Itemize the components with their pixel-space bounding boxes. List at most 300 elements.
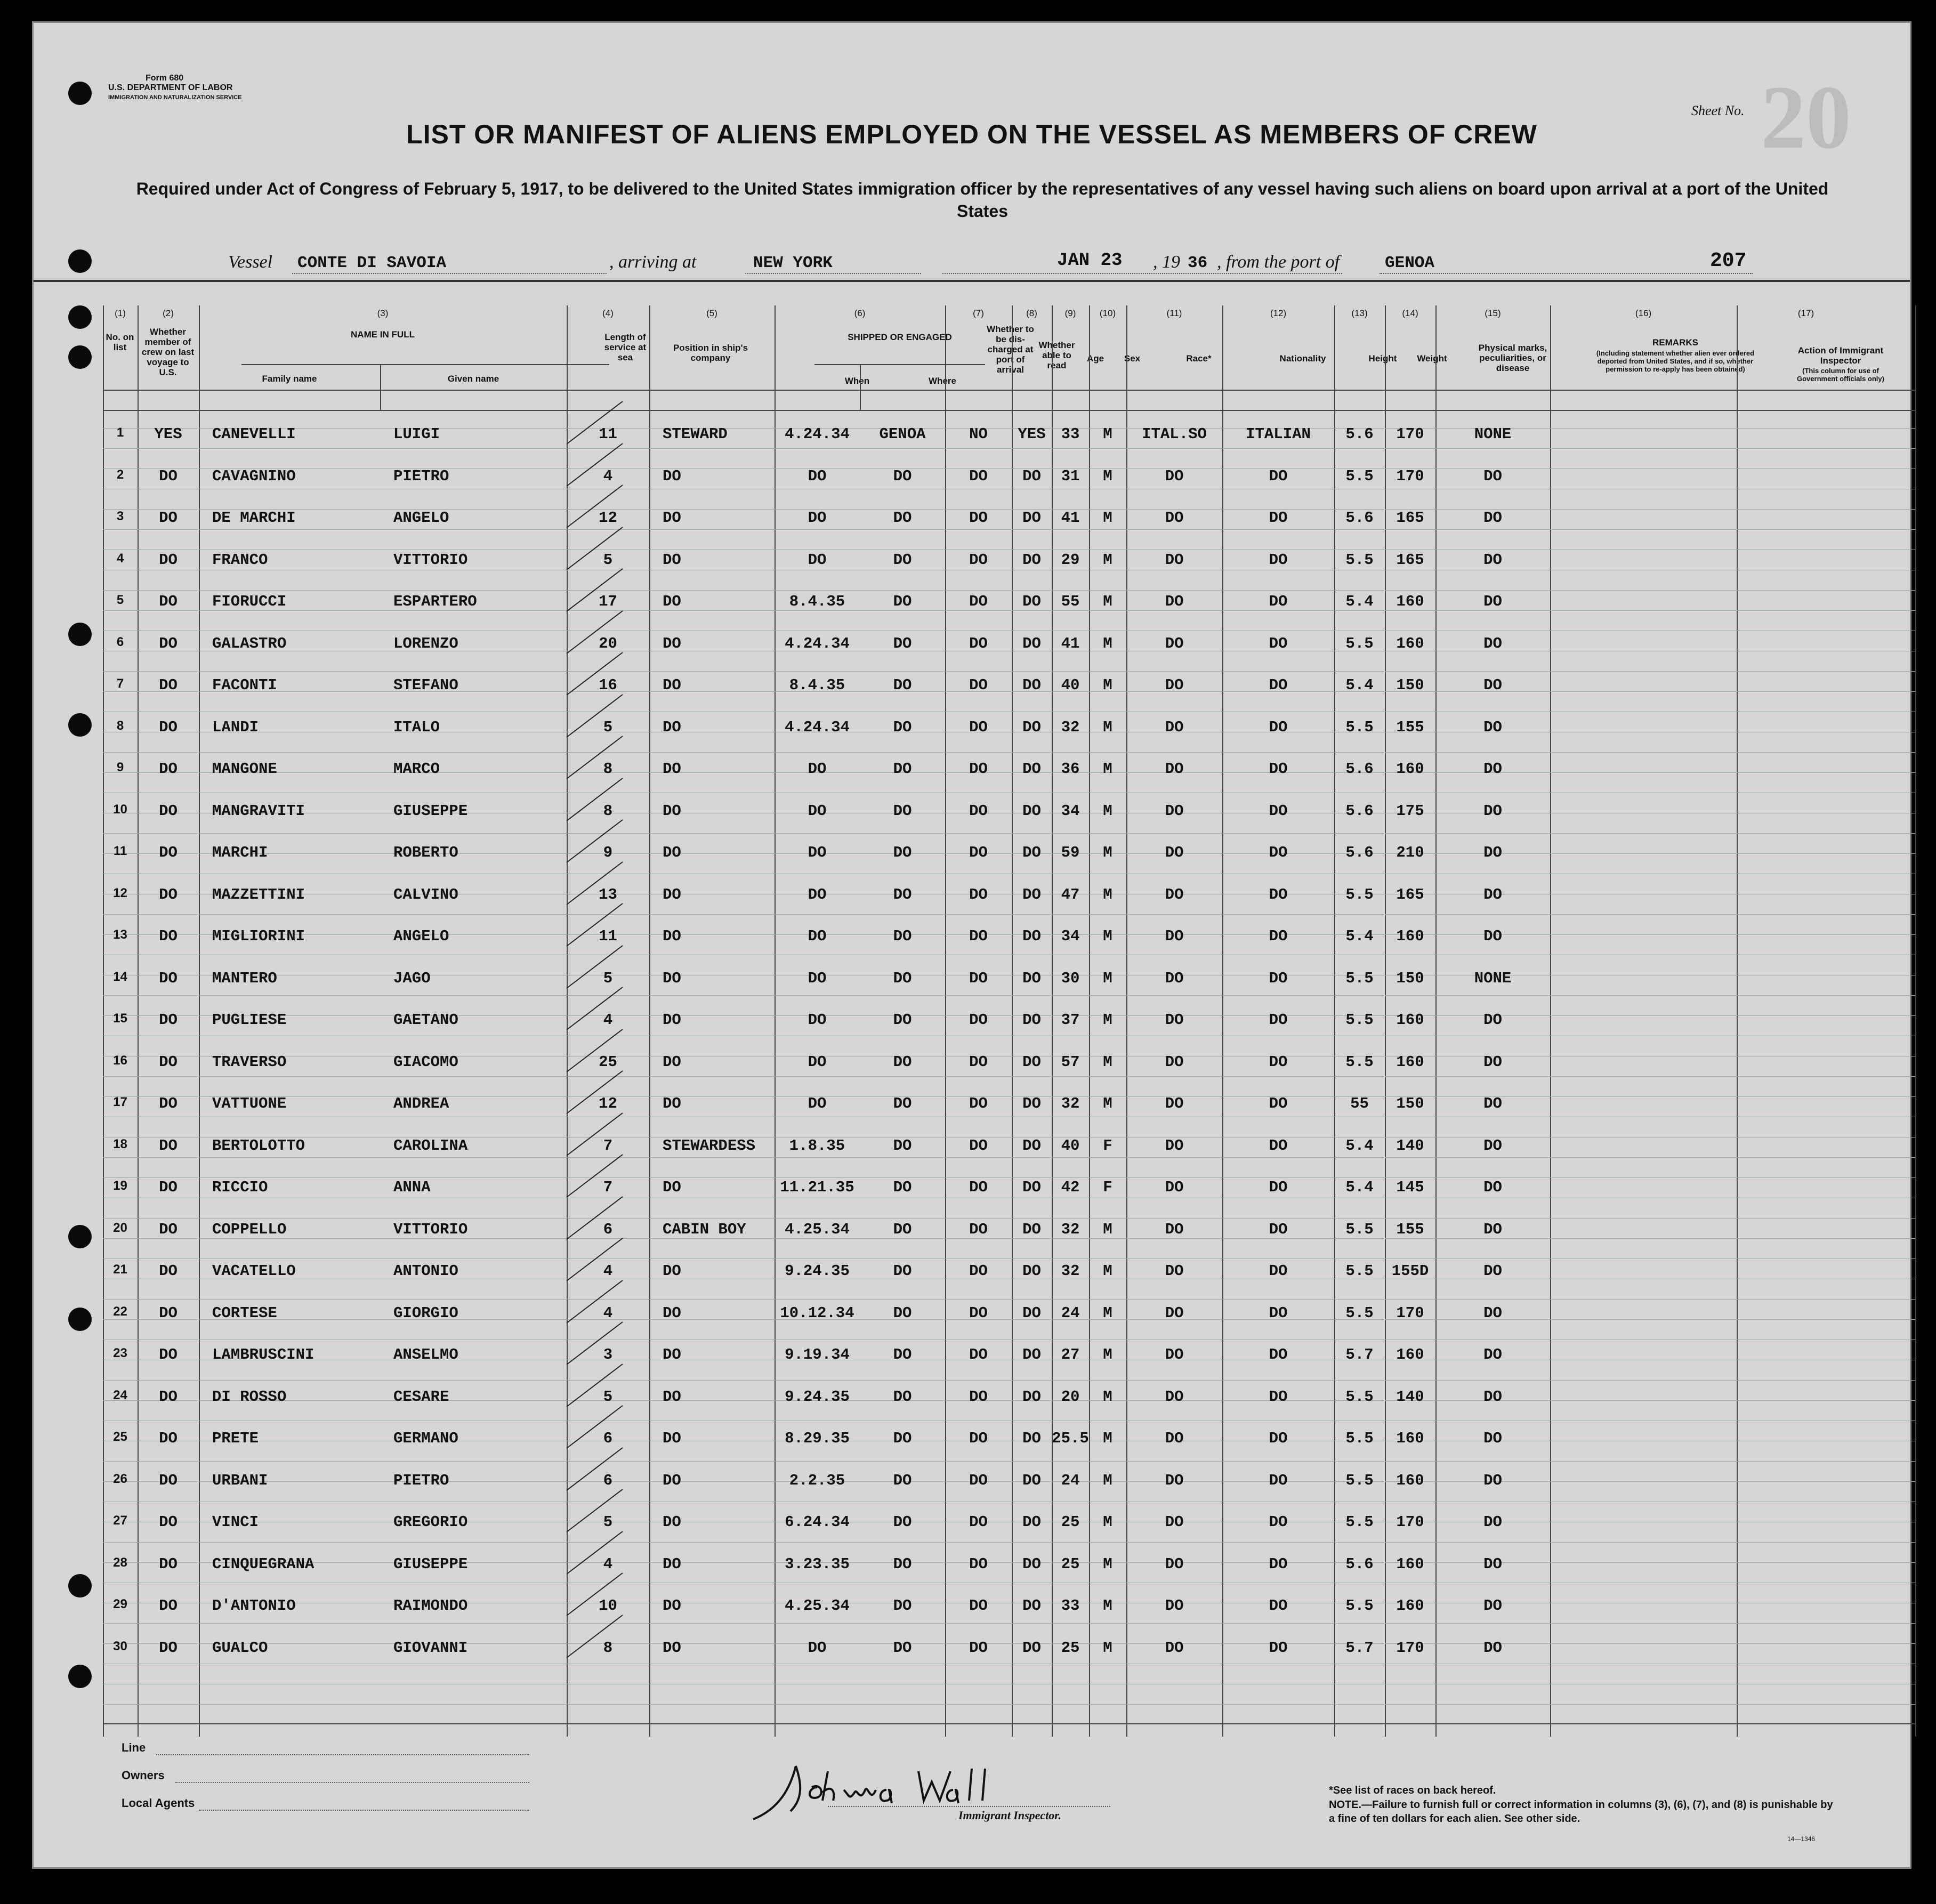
- cell-last_voyage: DO: [159, 969, 178, 987]
- cell-age: 47: [1061, 885, 1080, 903]
- cell-age: 34: [1061, 927, 1080, 945]
- cell-nationality: DO: [1269, 1513, 1288, 1531]
- cell-last_voyage: DO: [159, 1179, 178, 1196]
- cell-when: 8.4.35: [789, 676, 845, 694]
- cell-nationality: DO: [1269, 1304, 1288, 1322]
- cell-last_voyage: DO: [159, 1387, 178, 1406]
- table-row: [103, 970, 1915, 991]
- cell-family_name: DE MARCHI: [212, 509, 296, 527]
- sheet-number: 20: [1761, 67, 1851, 167]
- inspector-label: Immigrant Inspector.: [958, 1809, 1062, 1822]
- cell-last_voyage: DO: [159, 1513, 178, 1531]
- cell-marks: NONE: [1474, 969, 1512, 987]
- cell-read: DO: [1022, 802, 1041, 820]
- cell-marks: DO: [1483, 1346, 1502, 1364]
- cell-length: 7: [603, 1179, 613, 1196]
- cell-sex: M: [1103, 1555, 1112, 1573]
- cell-given_name: JAGO: [393, 969, 431, 987]
- cell-sex: M: [1103, 551, 1112, 569]
- cell-position: DO: [663, 718, 681, 736]
- cell-where: DO: [893, 1220, 912, 1238]
- tick-mark: [564, 1278, 628, 1326]
- cell-length: 5: [603, 718, 613, 736]
- cell-nationality: DO: [1269, 1136, 1288, 1155]
- cell-last_voyage: DO: [159, 1304, 178, 1322]
- cell-length: 17: [599, 593, 617, 610]
- table-row: [103, 1095, 1915, 1116]
- cell-race: DO: [1165, 760, 1184, 778]
- cell-nationality: DO: [1269, 844, 1288, 861]
- tick-mark: [564, 1487, 628, 1535]
- cell-read: DO: [1022, 760, 1041, 778]
- cell-length: 12: [599, 1095, 617, 1112]
- sheet-label: Sheet No.: [1691, 103, 1745, 118]
- cell-where: DO: [893, 1011, 912, 1029]
- cell-nationality: DO: [1269, 1053, 1288, 1071]
- cell-weight: 150: [1396, 969, 1424, 987]
- cell-race: DO: [1165, 885, 1184, 903]
- cell-given_name: CESARE: [393, 1387, 449, 1406]
- cell-family_name: PUGLIESE: [212, 1011, 287, 1029]
- cell-sex: M: [1103, 718, 1112, 736]
- cell-nationality: DO: [1269, 927, 1288, 945]
- cell-race: DO: [1165, 1555, 1184, 1573]
- colnum-17: (17): [1797, 308, 1814, 318]
- cell-discharged: DO: [969, 927, 988, 945]
- cell-no: 15: [113, 1011, 127, 1026]
- tick-mark: [564, 692, 628, 740]
- cell-where: DO: [893, 1471, 912, 1489]
- cell-marks: DO: [1483, 1011, 1502, 1029]
- cell-race: DO: [1165, 1597, 1184, 1615]
- cell-discharged: DO: [969, 593, 988, 610]
- tick-mark: [564, 776, 628, 824]
- cell-weight: 160: [1396, 1471, 1424, 1489]
- cell-last_voyage: YES: [154, 425, 182, 443]
- cell-given_name: ANTONIO: [393, 1262, 458, 1280]
- tick-mark: [564, 1319, 628, 1367]
- cell-no: 6: [116, 634, 124, 649]
- cell-sex: M: [1103, 1430, 1112, 1447]
- cell-given_name: ANDREA: [393, 1095, 449, 1112]
- cell-sex: M: [1103, 634, 1112, 652]
- table-row: [103, 1555, 1915, 1577]
- cell-marks: DO: [1483, 1179, 1502, 1196]
- cell-read: DO: [1022, 885, 1041, 903]
- cell-given_name: ANGELO: [393, 509, 449, 527]
- cell-sex: M: [1103, 885, 1112, 903]
- cell-nationality: DO: [1269, 1011, 1288, 1029]
- tick-mark: [564, 859, 628, 907]
- colnum-16: (16): [1635, 308, 1652, 318]
- cell-given_name: ANSELMO: [393, 1346, 458, 1364]
- cell-read: DO: [1022, 1597, 1041, 1615]
- cell-when: 8.4.35: [789, 593, 845, 610]
- cell-where: DO: [893, 885, 912, 903]
- cell-position: STEWARDESS: [663, 1136, 756, 1155]
- cell-discharged: DO: [969, 1179, 988, 1196]
- colnum-4: (4): [602, 308, 614, 318]
- cell-read: DO: [1022, 1471, 1041, 1489]
- cell-when: DO: [808, 1011, 827, 1029]
- cell-when: 4.24.34: [785, 718, 850, 736]
- cell-last_voyage: DO: [159, 551, 178, 569]
- cell-race: DO: [1165, 1346, 1184, 1364]
- table-row: [103, 1346, 1915, 1367]
- cell-age: 59: [1061, 844, 1080, 861]
- cell-position: DO: [663, 1430, 681, 1447]
- cell-given_name: PIETRO: [393, 1471, 449, 1489]
- cell-position: DO: [663, 1011, 681, 1029]
- race-note: *See list of races on back hereof.: [1329, 1785, 1496, 1796]
- cell-age: 24: [1061, 1304, 1080, 1322]
- cell-length: 9: [603, 844, 613, 861]
- header-sex: Sex: [1124, 353, 1141, 364]
- cell-discharged: DO: [969, 1513, 988, 1531]
- header-last-voyage: Whether member of crew on last voyage to U.S.: [141, 327, 195, 377]
- footer-agents-label: Local Agents: [122, 1796, 195, 1810]
- header-name-in-full: NAME IN FULL: [351, 329, 415, 340]
- cell-last_voyage: DO: [159, 760, 178, 778]
- cell-given_name: CAROLINA: [393, 1136, 468, 1155]
- header-physical-marks: Physical marks, peculiarities, or disease: [1478, 343, 1547, 373]
- cell-height: 5.6: [1345, 509, 1374, 527]
- cell-read: DO: [1022, 1136, 1041, 1155]
- cell-position: STEWARD: [663, 425, 728, 443]
- table-row: [103, 886, 1915, 907]
- cell-sex: M: [1103, 1053, 1112, 1071]
- cell-discharged: DO: [969, 1555, 988, 1573]
- cell-where: DO: [893, 718, 912, 736]
- cell-given_name: ITALO: [393, 718, 440, 736]
- cell-when: 10.12.34: [780, 1304, 854, 1322]
- cell-position: DO: [663, 1262, 681, 1280]
- cell-position: DO: [663, 927, 681, 945]
- table-row: [103, 1597, 1915, 1618]
- cell-position: DO: [663, 1597, 681, 1615]
- cell-height: 5.5: [1345, 551, 1374, 569]
- cell-when: 4.24.34: [785, 425, 850, 443]
- cell-sex: M: [1103, 1597, 1112, 1615]
- tick-mark: [564, 1403, 628, 1451]
- cell-race: DO: [1165, 1095, 1184, 1112]
- cell-marks: DO: [1483, 1136, 1502, 1155]
- arrival-date: JAN 23: [1057, 251, 1123, 271]
- colnum-3: (3): [377, 308, 389, 318]
- cell-when: 9.19.34: [785, 1346, 850, 1364]
- header-inspector-action: Action of Immigrant Inspector: [1797, 345, 1884, 366]
- cell-nationality: DO: [1269, 1639, 1288, 1657]
- cell-marks: DO: [1483, 1220, 1502, 1238]
- cell-last_voyage: DO: [159, 1471, 178, 1489]
- cell-family_name: VINCI: [212, 1513, 259, 1531]
- manifest-sheet: [32, 21, 1911, 1869]
- colnum-8: (8): [1026, 308, 1037, 318]
- cell-no: 1: [116, 425, 124, 440]
- cell-weight: 160: [1396, 1430, 1424, 1447]
- colnum-5: (5): [706, 308, 717, 318]
- cell-age: 33: [1061, 425, 1080, 443]
- cell-sex: M: [1103, 1346, 1112, 1364]
- cell-discharged: DO: [969, 1220, 988, 1238]
- cell-length: 8: [603, 1639, 613, 1657]
- cell-position: DO: [663, 1346, 681, 1364]
- cell-discharged: DO: [969, 885, 988, 903]
- cell-discharged: DO: [969, 1095, 988, 1112]
- cell-given_name: GREGORIO: [393, 1513, 468, 1531]
- cell-position: DO: [663, 885, 681, 903]
- cell-where: DO: [893, 1179, 912, 1196]
- cell-no: 23: [113, 1346, 127, 1360]
- cell-where: DO: [893, 1430, 912, 1447]
- cell-height: 5.4: [1345, 593, 1374, 610]
- tick-mark: [564, 1110, 628, 1158]
- cell-where: DO: [893, 1262, 912, 1280]
- cell-age: 25: [1061, 1639, 1080, 1657]
- cell-height: 5.5: [1345, 1597, 1374, 1615]
- cell-weight: 150: [1396, 1095, 1424, 1112]
- tick-mark: [564, 1570, 628, 1618]
- cell-marks: DO: [1483, 1095, 1502, 1112]
- cell-race: DO: [1165, 509, 1184, 527]
- cell-height: 5.4: [1345, 927, 1374, 945]
- cell-family_name: FIORUCCI: [212, 593, 287, 610]
- cell-read: DO: [1022, 509, 1041, 527]
- cell-nationality: DO: [1269, 1430, 1288, 1447]
- cell-when: DO: [808, 969, 827, 987]
- table-row: [103, 635, 1915, 656]
- cell-family_name: MIGLIORINI: [212, 927, 305, 945]
- cell-when: DO: [808, 551, 827, 569]
- tick-mark: [564, 482, 628, 530]
- cell-family_name: COPPELLO: [212, 1220, 287, 1238]
- table-row: [103, 1430, 1915, 1451]
- cell-no: 26: [113, 1471, 127, 1486]
- tick-mark: [564, 1152, 628, 1200]
- cell-weight: 175: [1396, 802, 1424, 820]
- cell-when: DO: [808, 844, 827, 861]
- cell-last_voyage: DO: [159, 634, 178, 652]
- cell-race: DO: [1165, 1220, 1184, 1238]
- cell-where: DO: [893, 760, 912, 778]
- table-row: [103, 1011, 1915, 1032]
- cell-where: DO: [893, 1095, 912, 1112]
- cell-nationality: DO: [1269, 1471, 1288, 1489]
- table-row: [103, 467, 1915, 489]
- cell-weight: 170: [1396, 1304, 1424, 1322]
- cell-age: 57: [1061, 1053, 1080, 1071]
- form-number: Form 680: [146, 74, 184, 83]
- cell-height: 5.5: [1345, 1304, 1374, 1322]
- cell-marks: DO: [1483, 509, 1502, 527]
- cell-no: 17: [113, 1095, 127, 1109]
- cell-height: 55: [1350, 1095, 1369, 1112]
- department: U.S. DEPARTMENT OF LABOR: [108, 83, 233, 92]
- page-title: LIST OR MANIFEST OF ALIENS EMPLOYED ON THE VESSEL AS MEMBERS OF CREW: [406, 119, 1537, 149]
- table-row: [103, 1388, 1915, 1409]
- cell-no: 13: [113, 927, 127, 942]
- cell-discharged: DO: [969, 802, 988, 820]
- cell-read: DO: [1022, 634, 1041, 652]
- cell-last_voyage: DO: [159, 1639, 178, 1657]
- cell-family_name: RICCIO: [212, 1179, 268, 1196]
- cell-age: 32: [1061, 1262, 1080, 1280]
- cell-given_name: LORENZO: [393, 634, 458, 652]
- punch-hole: [68, 623, 92, 646]
- cell-weight: 210: [1396, 844, 1424, 861]
- cell-sex: M: [1103, 467, 1112, 485]
- cell-discharged: DO: [969, 1639, 988, 1657]
- cell-no: 14: [113, 969, 127, 984]
- punch-hole: [68, 713, 92, 737]
- cell-position: DO: [663, 467, 681, 485]
- cell-race: DO: [1165, 1387, 1184, 1406]
- table-row: [103, 760, 1915, 781]
- cell-marks: DO: [1483, 844, 1502, 861]
- cell-discharged: DO: [969, 844, 988, 861]
- cell-discharged: DO: [969, 760, 988, 778]
- cell-sex: M: [1103, 802, 1112, 820]
- cell-length: 4: [603, 1304, 613, 1322]
- header-able-to-read: Whether able to read: [1038, 340, 1075, 370]
- cell-read: DO: [1022, 844, 1041, 861]
- tick-mark: [564, 1529, 628, 1577]
- cell-no: 30: [113, 1639, 127, 1653]
- cell-marks: DO: [1483, 718, 1502, 736]
- page-subtitle: Required under Act of Congress of February 5, 1917, to be delivered to the United States immigration officer by the representatives of any vessel having such aliens on board upon arrival at a port of the United States: [136, 179, 1829, 221]
- cell-nationality: DO: [1269, 551, 1288, 569]
- cell-read: DO: [1022, 676, 1041, 694]
- cell-height: 5.5: [1345, 1053, 1374, 1071]
- cell-last_voyage: DO: [159, 509, 178, 527]
- cell-position: DO: [663, 760, 681, 778]
- cell-no: 3: [116, 509, 124, 523]
- punch-hole: [68, 305, 92, 329]
- punch-hole: [68, 82, 92, 105]
- cell-family_name: VACATELLO: [212, 1262, 296, 1280]
- cell-sex: M: [1103, 1262, 1112, 1280]
- cell-where: DO: [893, 844, 912, 861]
- cell-marks: DO: [1483, 1555, 1502, 1573]
- punch-hole: [68, 345, 92, 369]
- cell-when: 8.29.35: [785, 1430, 850, 1447]
- header-when: When: [844, 376, 870, 386]
- cell-sex: M: [1103, 425, 1112, 443]
- cell-marks: NONE: [1474, 425, 1512, 443]
- cell-given_name: CALVINO: [393, 885, 458, 903]
- cell-position: DO: [663, 1471, 681, 1489]
- cell-marks: DO: [1483, 802, 1502, 820]
- cell-given_name: ROBERTO: [393, 844, 458, 861]
- cell-age: 25: [1061, 1555, 1080, 1573]
- cell-race: DO: [1165, 1471, 1184, 1489]
- header-nationality: Nationality: [1279, 353, 1326, 364]
- cell-family_name: GALASTRO: [212, 634, 287, 652]
- cell-position: DO: [663, 551, 681, 569]
- cell-discharged: DO: [969, 1136, 988, 1155]
- tick-mark: [564, 1236, 628, 1284]
- cell-last_voyage: DO: [159, 844, 178, 861]
- cell-nationality: DO: [1269, 676, 1288, 694]
- header-weight: Weight: [1417, 353, 1447, 364]
- cell-sex: M: [1103, 1220, 1112, 1238]
- cell-age: 40: [1061, 1136, 1080, 1155]
- cell-weight: 150: [1396, 676, 1424, 694]
- cell-race: DO: [1165, 927, 1184, 945]
- cell-when: 6.24.34: [785, 1513, 850, 1531]
- cell-weight: 140: [1396, 1387, 1424, 1406]
- header-position: Position in ship's company: [673, 343, 748, 363]
- colnum-15: (15): [1485, 308, 1501, 318]
- cell-family_name: GUALCO: [212, 1639, 268, 1657]
- cell-position: DO: [663, 676, 681, 694]
- header-family-name: Family name: [262, 374, 317, 384]
- cell-race: DO: [1165, 1053, 1184, 1071]
- cell-given_name: GAETANO: [393, 1011, 458, 1029]
- colnum-13: (13): [1351, 308, 1368, 318]
- cell-where: DO: [893, 509, 912, 527]
- cell-family_name: CORTESE: [212, 1304, 277, 1322]
- table-row: [103, 719, 1915, 740]
- cell-age: 27: [1061, 1346, 1080, 1364]
- cell-age: 25: [1061, 1513, 1080, 1531]
- cell-discharged: DO: [969, 1011, 988, 1029]
- cell-length: 6: [603, 1430, 613, 1447]
- cell-age: 25.5: [1052, 1430, 1089, 1447]
- cell-family_name: CANEVELLI: [212, 425, 296, 443]
- tick-mark: [564, 1361, 628, 1409]
- colnum-6: (6): [854, 308, 866, 318]
- cell-length: 4: [603, 467, 613, 485]
- cell-no: 19: [113, 1179, 127, 1193]
- cell-sex: M: [1103, 676, 1112, 694]
- cell-no: 10: [113, 802, 127, 817]
- cell-nationality: DO: [1269, 1387, 1288, 1406]
- cell-no: 9: [116, 760, 124, 774]
- cell-marks: DO: [1483, 1430, 1502, 1447]
- cell-family_name: CAVAGNINO: [212, 467, 296, 485]
- cell-no: 29: [113, 1597, 127, 1611]
- cell-age: 32: [1061, 1220, 1080, 1238]
- cell-last_voyage: DO: [159, 1430, 178, 1447]
- header-discharged: Whether to be dis-charged at port of arrival: [987, 324, 1034, 375]
- cell-marks: DO: [1483, 1597, 1502, 1615]
- cell-length: 11: [599, 425, 617, 443]
- header-no-on-list: No. on list: [106, 332, 134, 352]
- cell-weight: 160: [1396, 593, 1424, 610]
- cell-age: 36: [1061, 760, 1080, 778]
- cell-length: 5: [603, 551, 613, 569]
- cell-weight: 170: [1396, 1639, 1424, 1657]
- cell-race: DO: [1165, 467, 1184, 485]
- punch-hole: [68, 1574, 92, 1598]
- cell-race: DO: [1165, 844, 1184, 861]
- cell-marks: DO: [1483, 1471, 1502, 1489]
- cell-length: 5: [603, 1387, 613, 1406]
- departure-port: GENOA: [1385, 254, 1435, 272]
- colnum-1: (1): [115, 308, 126, 318]
- cell-weight: 165: [1396, 885, 1424, 903]
- cell-position: DO: [663, 593, 681, 610]
- cell-race: DO: [1165, 802, 1184, 820]
- cell-discharged: NO: [969, 425, 988, 443]
- cell-read: DO: [1022, 1011, 1041, 1029]
- cell-where: DO: [893, 1513, 912, 1531]
- footer-owners-label: Owners: [122, 1769, 165, 1782]
- cell-read: DO: [1022, 1220, 1041, 1238]
- cell-discharged: DO: [969, 1346, 988, 1364]
- cell-last_voyage: DO: [159, 1346, 178, 1364]
